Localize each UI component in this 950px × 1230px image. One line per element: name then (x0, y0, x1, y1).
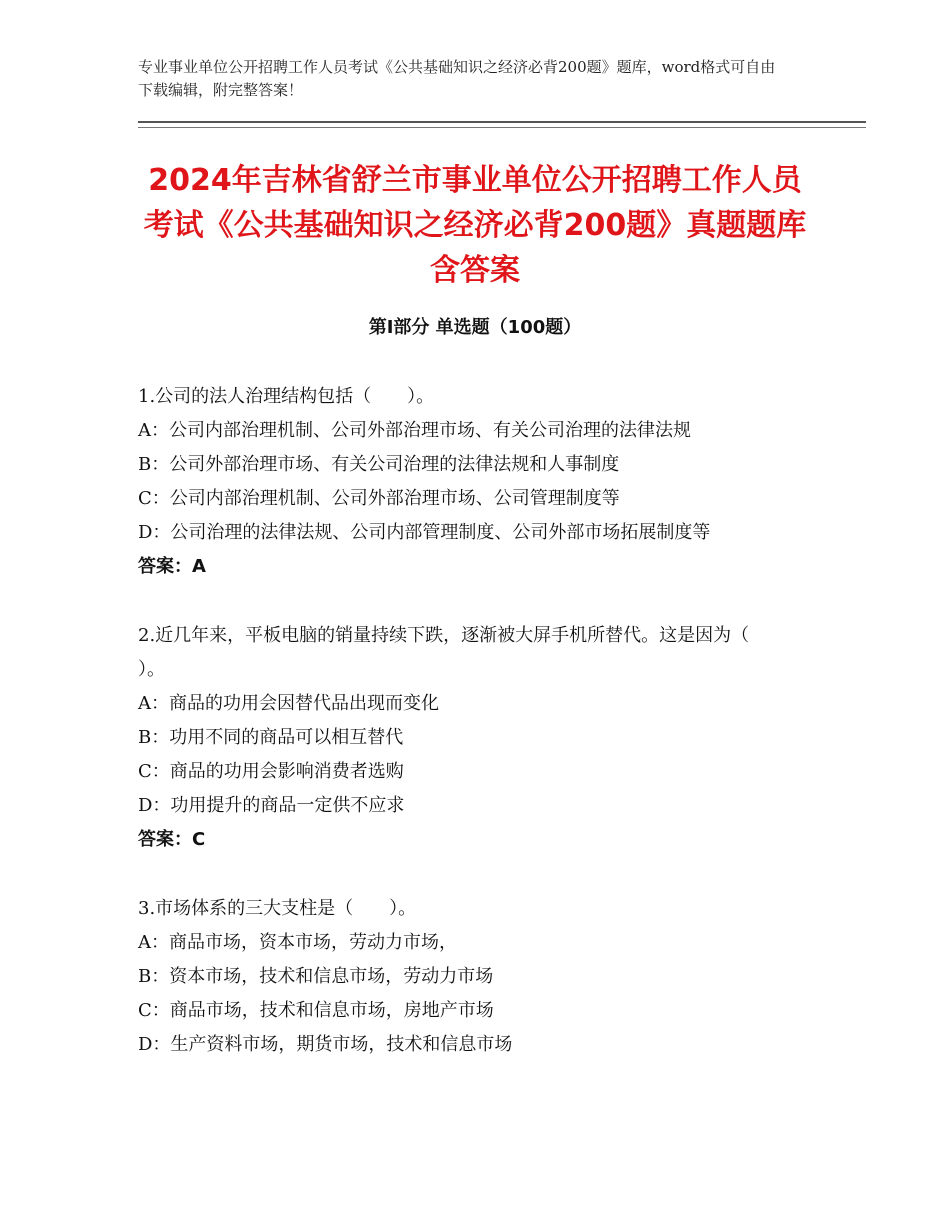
answer-line: 答案：A (138, 556, 206, 577)
question-3 (138, 892, 806, 1062)
section-title: 第Ⅰ部分 单选题（100题） (368, 317, 582, 338)
header-note: 专业事业单位公开招聘工作人员考试《公共基础知识之经济必背200题》题库，word格式可自由下载编辑，附完整答案！ (138, 58, 776, 99)
option-a: A：商品的功用会因替代品出现而变化 (138, 693, 439, 714)
question-list (138, 380, 806, 1097)
option-a: A：公司内部治理机制、公司外部治理市场、有关公司治理的法律法规 (138, 420, 691, 441)
question-2 (138, 619, 806, 857)
option-d: D：生产资料市场，期货市场，技术和信息市场 (138, 1034, 513, 1055)
option-c: C：商品的功用会影响消费者选购 (138, 761, 404, 782)
option-c: C：公司内部治理机制、公司外部治理市场、公司管理制度等 (138, 488, 620, 509)
option-b: B：公司外部治理市场、有关公司治理的法律法规和人事制度 (138, 454, 620, 475)
option-b: B：资本市场，技术和信息市场，劳动力市场 (138, 966, 494, 987)
header-divider-thin (138, 127, 866, 128)
question-stem: 1.公司的法人治理结构包括（ ）。 (138, 386, 435, 407)
option-b: B：功用不同的商品可以相互替代 (138, 727, 404, 748)
option-d: D：功用提升的商品一定供不应求 (138, 795, 405, 816)
question-stem: 3.市场体系的三大支柱是（ ）。 (138, 898, 417, 919)
document-title: 2024年吉林省舒兰市事业单位公开招聘工作人员考试《公共基础知识之经济必背200题》真题题库含答案 (143, 163, 807, 288)
question-stem: 2.近几年来，平板电脑的销量持续下跌，逐渐被大屏手机所替代。这是因为（ ）。 (138, 625, 786, 680)
option-a: A：商品市场，资本市场，劳动力市场， (138, 932, 457, 953)
option-d: D：公司治理的法律法规、公司内部管理制度、公司外部市场拓展制度等 (138, 522, 711, 543)
header-divider-thick (138, 121, 866, 123)
answer-line: 答案：C (138, 829, 206, 850)
question-1 (138, 380, 806, 584)
option-c: C：商品市场，技术和信息市场，房地产市场 (138, 1000, 494, 1021)
